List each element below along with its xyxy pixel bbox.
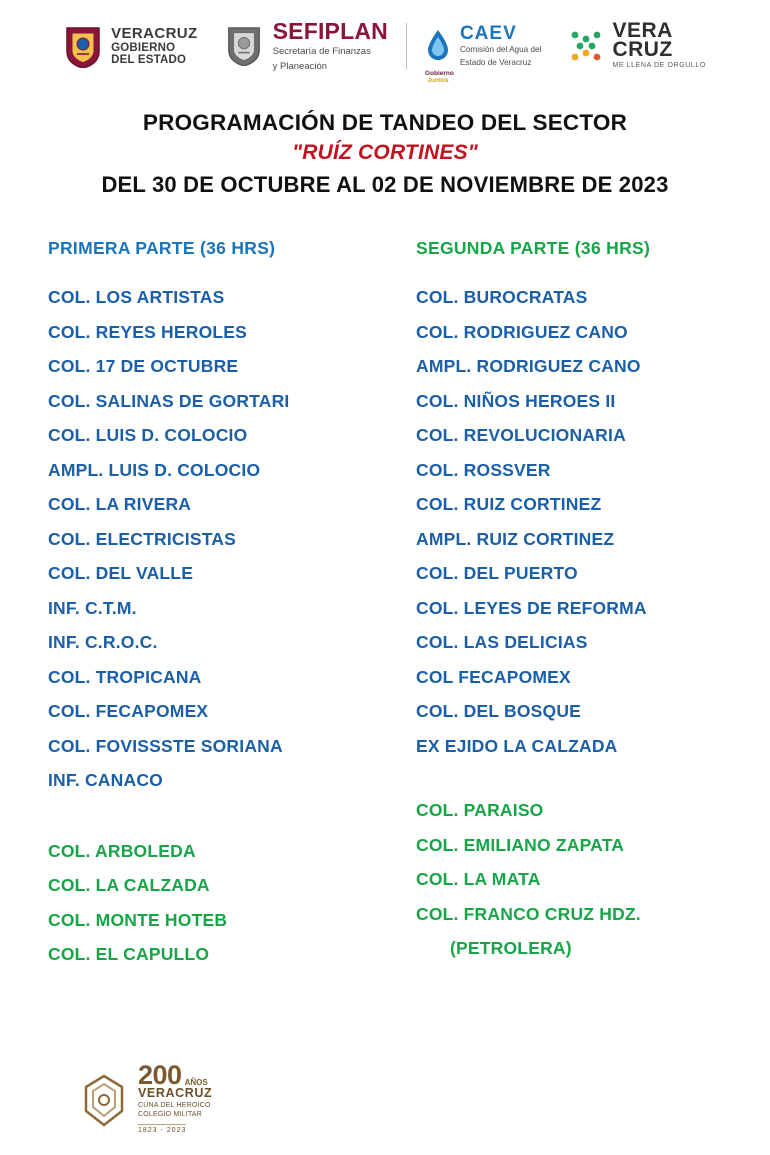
list-item: AMPL. RODRIGUEZ CANO [416, 356, 641, 376]
group-primera-blue [48, 289, 386, 790]
group-spacer [416, 772, 724, 802]
list-item: COL. 17 DE OCTUBRE [48, 356, 239, 376]
veracruz-orgullo-text [612, 19, 706, 70]
list-item: COL. LA RIVERA [48, 494, 192, 514]
title-line-2-sector: "RUÍZ CORTINES" [292, 141, 478, 164]
footer [0, 1060, 770, 1137]
list-item: COL. SALINAS DE GORTARI [48, 390, 290, 411]
vera-word-1: VERA [612, 19, 673, 43]
veracruz-coat-of-arms-icon [64, 24, 102, 68]
logo-line-3: DEL ESTADO [111, 53, 187, 66]
list-item: COL. LEYES DE REFORMA [416, 597, 647, 618]
list-item: COL. NIÑOS HEROES II [416, 390, 616, 411]
caev-water-drop-icon [424, 29, 454, 84]
group-primera-green [48, 840, 386, 964]
logo-divider [406, 23, 407, 69]
list-item: COL. ROSSVER [416, 459, 551, 480]
list-item: COL FECAPOMEX [416, 666, 571, 687]
footer-anios: AÑOS [184, 1078, 208, 1088]
list-item: COL. RUIZ CORTINEZ [416, 494, 602, 514]
footer-sub-2: COLEGIO MILITAR [138, 1110, 202, 1118]
title-line-1: PROGRAMACIÓN DE TANDEO DEL SECTOR [142, 110, 628, 135]
column-heading-primera: PRIMERA PARTE (36 HRS) [48, 238, 276, 258]
column-heading-segunda: SEGUNDA PARTE (36 HRS) [416, 238, 651, 258]
list-item: COL. RODRIGUEZ CANO [416, 321, 628, 342]
logo-veracruz-orgullo [555, 19, 719, 70]
poster-title [0, 110, 770, 198]
list-item: COL. LA CALZADA [48, 875, 210, 895]
sefiplan-text [272, 17, 388, 73]
list-item: COL. REYES HEROLES [48, 321, 248, 342]
list-item: COL. LUIS D. COLOCIO [48, 425, 248, 445]
list-item: COL. ELECTRICISTAS [48, 528, 236, 549]
group-segunda-blue [416, 289, 724, 755]
list-item: COL. FRANCO CRUZ HDZ. [416, 903, 641, 924]
sefiplan-coat-of-arms-icon [226, 24, 264, 68]
caev-gobierno-badge: Gobierno Juntos [424, 70, 454, 84]
list-item: COL. PARAISO [416, 800, 544, 820]
list-item: COL. REVOLUCIONARIA [416, 425, 626, 445]
list-item: COL. LOS ARTISTAS [48, 287, 225, 307]
list-item: AMPL. RUIZ CORTINEZ [416, 528, 615, 549]
vera-tagline: ME LLENA DE ORGULLO [612, 62, 706, 70]
list-item: COL. ARBOLEDA [48, 840, 196, 861]
title-line-3-dates: DEL 30 DE OCTUBRE AL 02 DE NOVIEMBRE DE 2023 [101, 172, 669, 197]
list-item: COL. DEL VALLE [48, 563, 194, 583]
group-spacer [48, 807, 386, 843]
sefiplan-sub-1: Secretaría de Finanzas [272, 45, 371, 57]
logo-line-1: VERACRUZ [111, 25, 198, 43]
column-primera-parte [48, 238, 386, 981]
list-item: COL. LA MATA [416, 869, 541, 889]
logo-veracruz-gobierno [50, 24, 212, 68]
footer-years: 1823 - 2023 [138, 1124, 186, 1134]
veracruz-200-years-seal-icon [78, 1073, 130, 1129]
group-segunda-green [416, 802, 724, 958]
caev-sub-1: Comisión del Agua del [459, 45, 542, 55]
list-item: COL. FOVISSSTE SORIANA [48, 735, 283, 756]
sefiplan-sub-2: y Planeación [272, 60, 328, 72]
logo-caev [411, 23, 555, 84]
logo-line-2: GOBIERNO [111, 41, 176, 54]
schedule-columns [0, 238, 770, 981]
veracruz-gobierno-text [111, 26, 198, 66]
list-item: COL. EMILIANO ZAPATA [416, 834, 625, 855]
list-item: EX EJIDO LA CALZADA [416, 735, 618, 756]
list-item: AMPL. LUIS D. COLOCIO [48, 459, 261, 480]
veracruz-x-mark-icon [569, 29, 603, 63]
footer-text [138, 1060, 213, 1137]
logo-bar [0, 0, 770, 84]
list-item: COL. TROPICANA [48, 666, 202, 687]
list-item: INF. CANACO [48, 770, 163, 790]
list-item: COL. LAS DELICIAS [416, 632, 588, 652]
list-item: INF. C.T.M. [48, 597, 137, 618]
footer-number: 200 [138, 1060, 182, 1091]
vera-word-2: CRUZ [612, 37, 673, 61]
caev-name: CAEV [459, 23, 517, 45]
list-item: INF. C.R.O.C. [48, 632, 158, 652]
footer-logo [78, 1060, 213, 1137]
footer-name: VERACRUZ [138, 1086, 213, 1101]
list-item: COL. DEL PUERTO [416, 563, 578, 583]
caev-sub-2: Estado de Veracruz [459, 57, 532, 67]
list-item: (PETROLERA) [450, 938, 572, 958]
footer-sub-1: CUNA DEL HEROICO [138, 1101, 211, 1109]
caev-text [460, 24, 541, 68]
logo-sefiplan [212, 17, 402, 73]
list-item: COL. FECAPOMEX [48, 701, 209, 721]
list-item: COL. BUROCRATAS [416, 287, 588, 307]
list-item: COL. DEL BOSQUE [416, 701, 582, 721]
list-item: COL. EL CAPULLO [48, 944, 210, 964]
column-segunda-parte [386, 238, 724, 981]
sefiplan-name: SEFIPLAN [272, 17, 388, 44]
list-item: COL. MONTE HOTEB [48, 909, 228, 930]
